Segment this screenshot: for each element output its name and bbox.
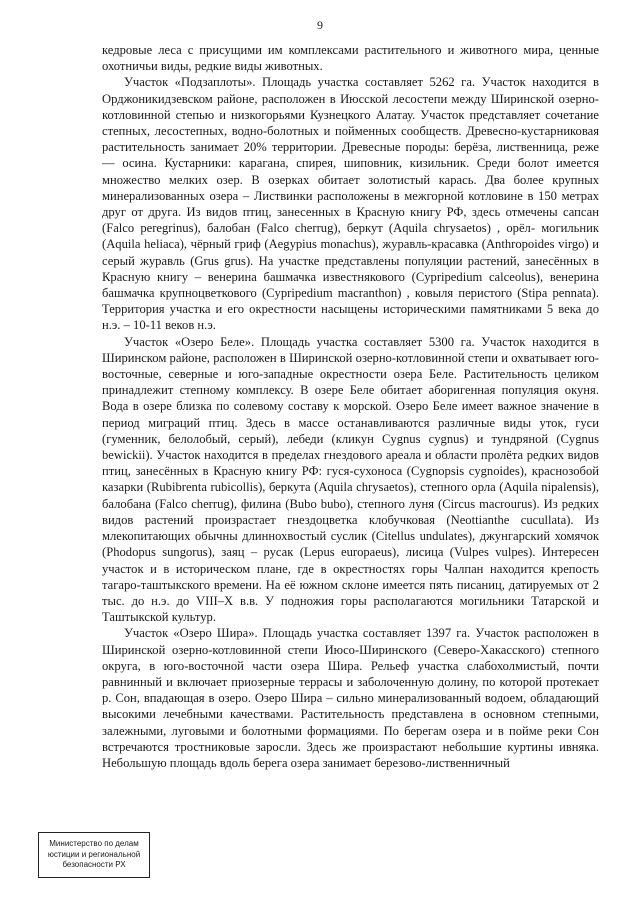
- stamp-line-1: Министерство по делам: [49, 839, 139, 849]
- stamp-line-2: юстиции и региональной: [47, 849, 141, 859]
- stamp-line-3: безопасности РХ: [62, 860, 126, 870]
- page-number: 9: [317, 18, 323, 32]
- paragraph-podzaploty: Участок «Подзаплоты». Площадь участка составляет 5262 га. Участок находится в Орджоникидзевском районе, расположен в Июсской лесостепи между Ширинской озерно-котловинной степью и низкогорьями Кузнецкого Алатау. Участок представляет сочетание степных, лесостепных, водно-болотных и пойменных сообществ. Древесно-кустарниковая растительность занимает 20% территории. Древесные породы: берёза, лиственница, реже — осина. Кустарники: карагана, спирея, шиповник, кизильник. Среди болот имеется множество мелких озер. В озерках обитает золотистый карась. Два более крупных минерализованных озера – Листвинки расположены в межгорной котловине в 150 метрах друг от друга. Из видов птиц, занесенных в Красную книгу РФ, здесь отмечены сапсан (Falco peregrinus), балобан (Falco cherrug), беркут (Aquila chrysaetos) , орёл- могильник (Aquila heliaca), чёрный гриф (Aegypius monachus), журавль-красавка (Anthropoides virgo) и серый журавль (Grus grus). На участке представлены популяции растений, занесённых в Красную книгу – венерина башмачка известнякового (Cypripedium calceolus), венерина башмачка крупноцветкового (Cypripedium macranthon) , ковыля перистого (Stipa pennata). Территория участка и его окрестности насыщены историческими памятниками 5 века до н.э. – 10-11 веков н.э.: [102, 75, 599, 333]
- paragraph-continuation: кедровые леса с присущими им комплексами растительного и животного мира, ценные охотничьи виды, редкие виды животных.: [102, 43, 599, 74]
- document-body: [102, 42, 599, 771]
- paragraph-ozero-bele: Участок «Озеро Беле». Площадь участка составляет 5300 га. Участок находится в Ширинском районе, расположен в Ширинской озерно-котловинной степи и охватывает юго-восточные, северные и юго-западные окрестности озера Беле. Растительность целиком принадлежит степному комплексу. В озере Беле обитает аборигенная популяция окуня. Вода в озере близка по солевому составу к морской. Озеро Беле имеет важное значение в период миграций птиц. Здесь в массе останавливаются различные виды уток, гуси (гуменник, белолобый, серый), лебеди (кликун Cygnus cygnus) и тундряной (Cygnus bewickii). Участок находится в пределах гнездового ареала и области пролёта редких видов птиц, занесённых в Красную книгу РФ: гуся-сухоноса (Cygnopsis cygnoides), краснозобой казарки (Rubibrenta rubicollis), беркута (Aquila chrysaetos), степного орла (Aquila nipalensis), балобана (Falco cherrug), филина (Bubo bubo), степного луня (Circus macrourus). Из редких видов растений произрастает гнездоцветка клобучковая (Neottianthe cucullata). Из млекопитающих обычны длиннохвостый суслик (Citellus undulates), джунгарский хомячок (Phodopus sungorus), заяц – русак (Lepus europaeus), лисица (Vulpes vulpes). Интересен участок и в историческом плане, где в окрестностях горы Чалпан находится крепость тагаро-таштыкского времени. На её южном склоне имеется пять пиcаниц, датируемых от 2 тыс. до н.э. до VIII–X в.в. У подножия горы располагаются могильники Татарской и Таштыкской культур.: [102, 334, 599, 625]
- ministry-stamp: [38, 832, 150, 878]
- paragraph-ozero-shira: Участок «Озеро Шира». Площадь участка составляет 1397 га. Участок расположен в Ширинской озерно-котловинной степи Июсо-Ширинского (Северо-Хакасского) степного округа, в юго-восточной части озера Шира. Рельеф участка слабохолмистый, почти равнинный и включает приозерные террасы и заболоченную долину, по которой протекает р. Сон, впадающая в озеро. Озеро Шира – сильно минерализованный водоем, обладающий высокими лечебными качествами. Растительность представлена в основном степными, залежными, луговыми и болотными формациями. По берегам озера и в пойме реки Сон встречаются тростниковые заросли. Здесь же произрастают небольшие куртины ивняка. Небольшую площадь вдоль берега озера занимает березово-лиственничный: [102, 626, 599, 770]
